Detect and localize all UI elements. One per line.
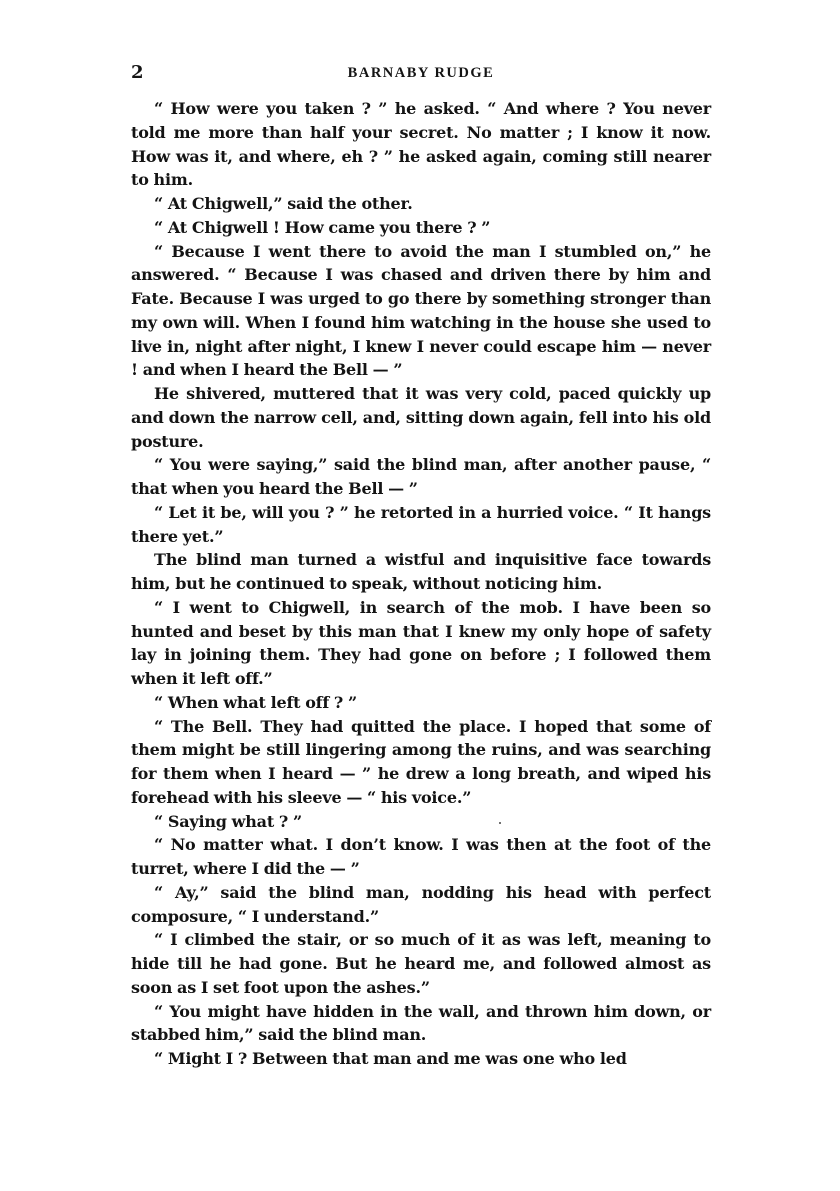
page-number: 2 [131,62,144,83]
paragraph: “ At Chigwell,” said the other. [154,194,413,213]
paragraph: “ Might I ? Between that man and me was one who led [154,1049,627,1068]
paragraph: The blind man turned a wistful and inquisitive face towards him, but he continued to speak, without noticing him. [131,550,711,593]
paragraph: “ The Bell. They had quitted the place. I hoped that some of them might be still lingering among the ruins, and was searching for them when I heard — ” he drew a long breath, and wiped his forehead with his sleeve — “ his voice.” [131,716,711,807]
running-head [131,62,711,88]
body-text [131,97,711,1071]
paragraph: “ Ay,” said the blind man, nodding his head with perfect composure, “ I understand.” [131,882,711,926]
paragraph: “ How were you taken ? ” he asked. “ And where ? You never told me more than half your secret. No matter ; I know it now. How was it, and where, eh ? ” he asked again, coming still nearer to him. [131,99,711,190]
paragraph: “ Because I went there to avoid the man I stumbled on,” he answered. “ Because I was chased and driven there by him and Fate. Because I was urged to go there by something stronger than my own will. When I found him watching in the house she used to live in, night after night, I knew I never could escape him — never ! and when I heard the Bell — ” [131,241,711,380]
paragraph: “ I went to Chigwell, in search of the mob. I have been so hunted and beset by this man that I knew my only hope of safety lay in joining them. They had gone on before ; I followed them when it left off.” [131,597,711,688]
paragraph: “ You might have hidden in the wall, and thrown him down, or stabbed him,” said the blind man. [131,1001,711,1045]
paragraph: He shivered, muttered that it was very cold, paced quickly up and down the narrow cell, and, sitting down again, fell into his old posture. [131,384,711,451]
paragraph: “ I climbed the stair, or so much of it as was left, meaning to hide till he had gone. But he heard me, and followed almost as soon as I set foot upon the ashes.” [131,930,711,997]
book-title: BARNABY RUDGE [347,65,495,81]
paragraph: “ You were saying,” said the blind man, after another pause, “ that when you heard the Bell — ” [131,455,711,498]
paragraph: “ At Chigwell ! How came you there ? ” [154,217,491,237]
paragraph: “ Saying what ? ” [154,811,302,831]
paragraph: “ Let it be, will you ? ” he retorted in a hurried voice. “ It hangs there yet.” [131,502,711,546]
ink-speck [499,822,501,824]
paragraph: “ When what left off ? ” [154,692,357,712]
paragraph: “ No matter what. I don’t know. I was then at the foot of the turret, where I did the — ” [131,835,711,878]
